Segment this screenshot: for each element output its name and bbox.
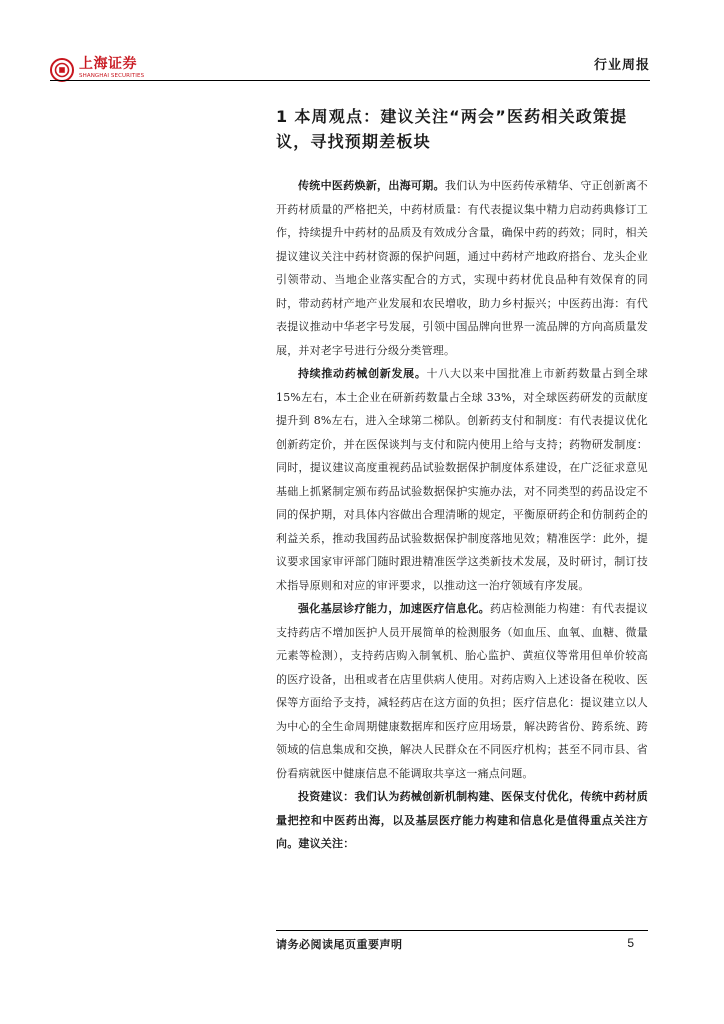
logo-emblem-icon <box>50 58 74 82</box>
section-heading <box>276 104 648 154</box>
header-divider <box>50 80 650 81</box>
body-text <box>276 174 648 856</box>
paragraph-lead: 强化基层诊疗能力，加速医疗信息化。 <box>298 602 490 615</box>
logo-english-name: SHANGHAI SECURITIES <box>79 73 145 79</box>
paragraph-innovation <box>276 362 648 597</box>
paragraph-primary-care <box>276 597 648 785</box>
page-number: 5 <box>627 936 634 950</box>
paragraph-body: 十八大以来中国批准上市新药数量占到全球 15%左右，本土企业在研新药数量占全球 33%，对全球医药研发的贡献度提升到 8%左右，进入全球第二梯队。创新药支付和制度：有代表提议优化创新药定价，并在医保谈判与支付和院内使用上给与支持；药物研发制度：同时，提议建议高度重视药品试验数据保护制度体系建设，在广泛征求意见基础上抓紧制定颁布药品试验数据保护实施办法，对不同类型的药品设定不同的保护期，对具体内容做出合理清晰的规定，平衡原研药企和仿制药企的利益关系，推动我国药品试验数据保护制度落地见效；精准医学：此外，提议要求国家审评部门随时跟进精准医学这类新技术发展，及时研讨，制订技术指导原则和对应的审评要求，以推动这一治疗领域有序发展。 <box>276 367 648 592</box>
disclaimer-note: 请务必阅读尾页重要声明 <box>276 938 403 951</box>
report-type-label: 行业周报 <box>593 58 650 73</box>
paragraph-lead: 持续推动药械创新发展。 <box>298 367 427 380</box>
paragraph-body: 药店检测能力构建：有代表提议支持药店不增加医护人员开展简单的检测服务（如血压、血氧、血糖、微量元素等检测），支持药店购入制氧机、胎心监护、黄疸仪等常用但单价较高的医疗设备，出租或者在店里供病人使用。对药店购入上述设备在税收、医保等方面给予支持，减轻药店在这方面的负担；医疗信息化：提议建立以人为中心的全生命周期健康数据库和医疗应用场景，解决跨省份、跨系统、跨领域的信息集成和交换，解决人民群众在不同医疗机构；甚至不同市县、省份看病就医中健康信息不能调取共享这一痛点问题。 <box>276 602 648 780</box>
paragraph-body: 我们认为中医药传承精华、守正创新离不开药材质量的严格把关，中药材质量：有代表提议集中精力启动药典修订工作，持续提升中药材的品质及有效成分含量，确保中药的药效；同时，相关提议建议关注中药材资源的保护问题，通过中药材产地政府搭台、龙头企业引领带动、当地企业落实配合的方式，实现中药材优良品种有效保育的同时，带动药材产地产业发展和农民增收，助力乡村振兴；中医药出海：有代表提议推动中华老字号发展，引领中国品牌向世界一流品牌的方向高质量发展，并对老字号进行分级分类管理。 <box>276 179 648 357</box>
page-header <box>50 44 650 84</box>
paragraph-tcm <box>276 174 648 362</box>
footer-divider <box>276 930 648 931</box>
section-title-text: 本周观点：建议关注“两会”医药相关政策提议，寻找预期差板块 <box>276 107 628 151</box>
paragraph-body: 我们认为药械创新机制构建、医保支付优化，传统中药材质量把控和中医药出海，以及基层医疗能力构建和信息化是值得重点关注方向。建议关注： <box>276 790 648 850</box>
company-logo <box>50 56 144 88</box>
paragraph-lead: 传统中医药焕新，出海可期。 <box>298 179 445 192</box>
section-number: 1 <box>276 107 289 126</box>
paragraph-investment-advice <box>276 785 648 856</box>
logo-chinese-name: 上海证券 <box>79 56 137 72</box>
paragraph-lead: 投资建议： <box>298 790 355 803</box>
